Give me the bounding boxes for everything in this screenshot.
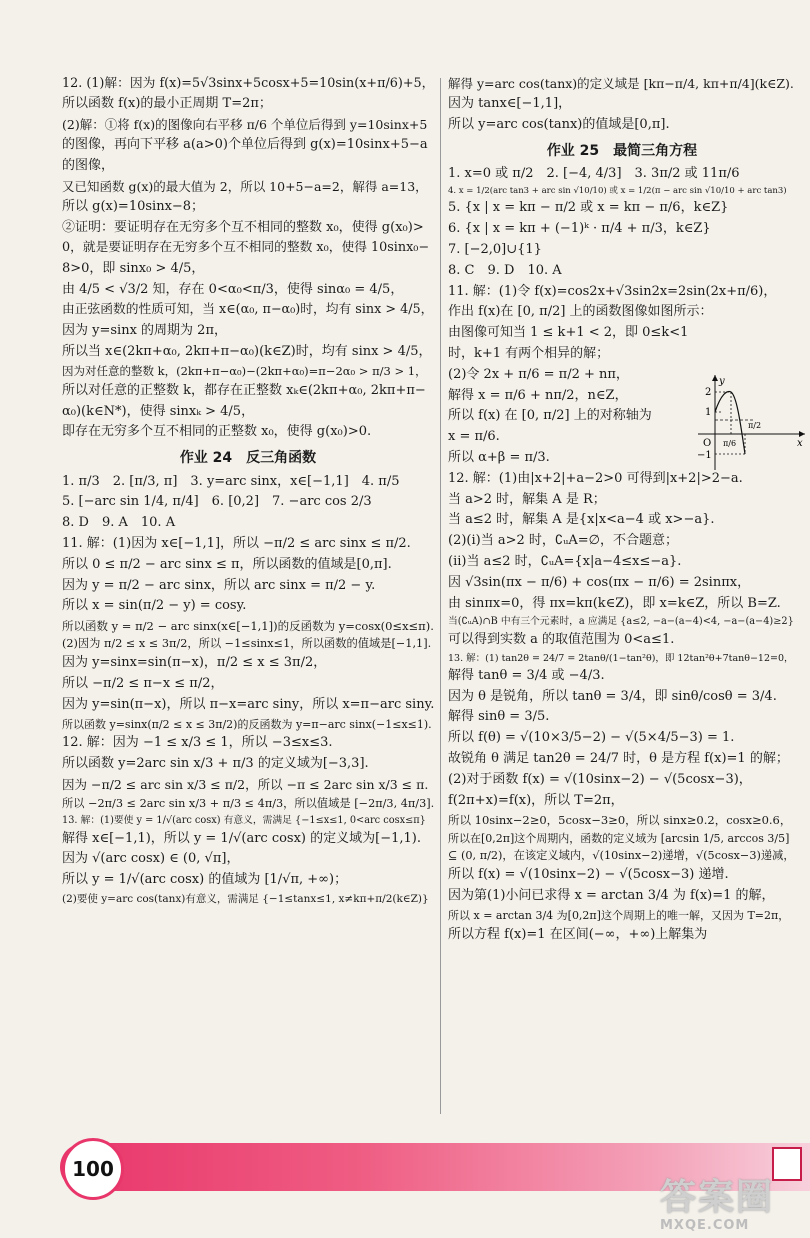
sine-graph-figure <box>693 372 808 472</box>
text-line: 13. 解：(1)要使 y = 1/√(arc cosx) 有意义，需满足 {−1≤x≤1, 0<arc cosx≤π} <box>62 815 426 827</box>
text-line: (2)对于函数 f(x) = √(10sinx−2) − √(5cosx−3)， <box>448 771 752 787</box>
section-heading: 作业 25 最简三角方程 <box>546 142 698 159</box>
text-line: 的图像，再向下平移 a(a>0)个单位后得到 g(x)=10sinx+5−a <box>62 137 428 153</box>
text-line: 12. 解：因为 −1 ≤ x/3 ≤ 1，所以 −3≤x≤3. <box>62 735 333 751</box>
text-line: 8. C 9. D 10. A <box>448 262 562 278</box>
text-line: 即存在无穷多个互不相同的正整数 x₀，使得 g(x₀)>0. <box>62 424 372 440</box>
section-heading: 作业 24 反三角函数 <box>179 450 317 467</box>
text-line: 由 4/5 < √3/2 知，存在 0<α₀<π/3，使得 sinα₀ = 4/5， <box>62 281 404 297</box>
column-divider <box>440 78 441 1114</box>
text-line: 因为 y=sinx 的周期为 2π， <box>62 322 227 338</box>
text-line: 解得 sinθ = 3/5. <box>448 709 550 725</box>
corner-decoration <box>772 1147 802 1181</box>
text-line: 5. [−arc sin 1/4, π/4] 6. [0,2] 7. −arc cos 2/3 <box>62 494 372 510</box>
text-line: ⊆ (0, π/2)，在该定义域内，√(10sinx−2)递增，√(5cosx−3)递减， <box>448 849 795 863</box>
text-line: 8>0，即 sinx₀ > 4/5， <box>62 260 205 276</box>
text-line: 1. π/3 2. [π/3, π] 3. y=arc sinx，x∈[−1,1] 4. π/5 <box>62 473 400 489</box>
text-line: 解得 tanθ = 3/4 或 −4/3. <box>448 667 605 683</box>
text-line: x = π/6. <box>448 429 500 445</box>
text-line: 11. 解：(1)因为 x∈[−1,1]，所以 −π/2 ≤ arc sinx ≤ π/2. <box>62 535 411 551</box>
text-line: 所以 y=arc cos(tanx)的值域是[0,π]. <box>448 116 670 132</box>
text-line: 11. 解：(1)令 f(x)=cos2x+√3sin2x=2sin(2x+π/6)， <box>448 283 777 299</box>
text-line: 1. x=0 或 π/2 2. [−4, 4/3] 3. 3π/2 或 11π/6 <box>448 165 740 181</box>
text-line: 作出 f(x)在 [0, π/2] 上的函数图像如图所示： <box>448 304 713 320</box>
text-line: 所以 f(θ) = √(10×3/5−2) − √(5×4/5−3) = 1. <box>448 730 735 746</box>
text-line: 7. [−2,0]∪{1} <box>448 241 542 257</box>
text-line: 所以 10sinx−2≥0，5cosx−3≥0，所以 sinx≥0.2，cosx≥0.6， <box>448 813 792 828</box>
text-line: 由 sinπx=0，得 πx=kπ(k∈Z)，即 x=k∈Z，所以 B=Z. <box>448 595 781 611</box>
text-line: 所以方程 f(x)=1 在区间(−∞，+∞)上解集为 <box>448 926 708 942</box>
text-line: (2)令 2x + π/6 = π/2 + nπ， <box>448 366 629 382</box>
text-line: 所以函数 y=sinx(π/2 ≤ x ≤ 3π/2)的反函数为 y=π−arc sinx(−1≤x≤1). <box>62 717 432 731</box>
text-line: 因为第(1)小问已求得 x = arctan 3/4 为 f(x)=1 的解， <box>448 888 775 904</box>
text-line: 因为 tanx∈[−1,1]， <box>448 96 572 111</box>
text-line: 8. D 9. A 10. A <box>62 515 176 531</box>
text-line: 所以 x = sin(π/2 − y) = cosy. <box>62 598 247 614</box>
text-line: 13. 解：(1) tan2θ = 24/7 = 2tanθ/(1−tan²θ)，即 12tan²θ+7tanθ−12=0， <box>448 652 794 664</box>
text-line: 由正弦函数的性质可知，当 x∈(α₀, π−α₀)时，均有 sinx > 4/5， <box>62 302 434 318</box>
text-line: 解得 x = π/6 + nπ/2，n∈Z， <box>448 387 628 403</box>
watermark-main: 答案圈 <box>660 1177 775 1218</box>
text-line: 因为 θ 是锐角，所以 tanθ = 3/4，即 sinθ/cosθ = 3/4. <box>448 688 777 704</box>
text-line: 因为 y=sinx=sin(π−x)，π/2 ≤ x ≤ 3π/2， <box>62 655 327 671</box>
text-line: 的图像， <box>62 157 115 173</box>
text-line: 所以 x = arctan 3/4 为[0,2π]这个周期上的唯一解，又因为 T=2π， <box>448 909 790 923</box>
text-line: 所以 −2π/3 ≤ 2arc sin x/3 + π/3 ≤ 4π/3，所以值域是 [−2π/3, 4π/3]. <box>62 797 434 811</box>
right-column <box>448 74 796 945</box>
text-line: (2)(i)当 a>2 时，∁ᵤA=∅，不合题意； <box>448 533 678 549</box>
text-line: 因 √3sin(πx − π/6) + cos(πx − π/6) = 2sinπx， <box>448 574 751 590</box>
watermark <box>660 1178 810 1238</box>
text-line: (ii)当 a≤2 时，∁ᵤA={x|a−4≤x≤−a}. <box>448 553 682 569</box>
text-line: 因为 √(arc cosx) ∈ (0, √π]， <box>62 851 240 867</box>
fig-tick-pi6: π/6 <box>723 439 737 448</box>
text-line: 当(∁ᵤA)∩B 中有三个元素时，a 应满足 {a≤2, −a−(a−4)<4, −a−(a−4)≥2} <box>448 616 794 628</box>
left-column <box>62 74 434 908</box>
text-line: (2)要使 y=arc cos(tanx)有意义，需满足 {−1≤tanx≤1, x≠kπ+π/2(k∈Z)} <box>62 893 429 906</box>
text-line: 所以 0 ≤ π/2 − arc sinx ≤ π，所以函数的值域是[0,π]. <box>62 556 392 572</box>
text-line: (2)因为 π/2 ≤ x ≤ 3π/2，所以 −1≤sinx≤1，所以函数的值域是[−1,1]. <box>62 637 432 651</box>
text-line: 因为 y = π/2 − arc sinx，所以 arc sinx = π/2 − y. <box>62 577 376 593</box>
watermark-url: MXQE.COM <box>660 1218 750 1233</box>
text-line: 所以在[0,2π]这个周期内，函数的定义域为 [arcsin 1/5, arccos 3/5] <box>448 831 790 845</box>
text-line: 因为对任意的整数 k，(2kπ+π−α₀)−(2kπ+α₀)=π−2α₀ > π/3 > 1， <box>62 364 427 379</box>
text-line: 所以 g(x)=10sinx−8； <box>62 198 205 214</box>
page-number: 100 <box>62 1138 124 1200</box>
text-line: f(2π+x)=f(x)，所以 T=2π， <box>448 792 624 808</box>
text-line: 所以 f(x) 在 [0, π/2] 上的对称轴为 <box>448 408 652 424</box>
text-line: 12. 解：(1)由|x+2|+a−2>0 可得到|x+2|>2−a. <box>448 470 743 486</box>
text-line: ②证明：要证明存在无穷多个互不相同的整数 x₀，使得 g(x₀)> <box>62 219 424 235</box>
text-line: 4. x = 1/2(arc tan3 + arc sin √10/10) 或 x = 1/2(π − arc sin √10/10 + arc tan3) <box>448 185 787 196</box>
text-line: 所以函数 y = π/2 − arc sinx(x∈[−1,1])的反函数为 y=cosx(0≤x≤π). <box>62 619 434 634</box>
text-line: 所以 y = 1/√(arc cosx) 的值域为 [1/√π, +∞)； <box>62 872 348 888</box>
fig-tick-1: 1 <box>705 407 712 418</box>
fig-x-label: x <box>797 438 803 449</box>
text-line: 所以函数 y=2arc sin x/3 + π/3 的定义域为[−3,3]. <box>62 756 369 772</box>
text-line: α₀)(k∈N*)，使得 sinxₖ > 4/5， <box>62 403 255 419</box>
text-line: 故锐角 θ 满足 tan2θ = 24/7 时，θ 是方程 f(x)=1 的解； <box>448 751 789 767</box>
fig-y-label: y <box>719 376 725 387</box>
fig-tick-pi2: π/2 <box>748 421 762 430</box>
text-line: 解得 x∈[−1,1)，所以 y = 1/√(arc cosx) 的定义域为[−1,1). <box>62 830 421 846</box>
text-line: 可以得到实数 a 的取值范围为 0<a≤1. <box>448 631 675 647</box>
text-line: 6. {x | x = kπ + (−1)ᵏ · π/4 + π/3，k∈Z} <box>448 221 711 237</box>
text-line: 所以 α+β = π/3. <box>448 449 550 465</box>
text-line: 当 a≤2 时，解集 A 是{x|x<a−4 或 x>−a}. <box>448 512 715 528</box>
fig-tick-neg1: −1 <box>697 450 712 461</box>
text-line: 又已知函数 g(x)的最大值为 2，所以 10+5−a=2，解得 a=13， <box>62 178 428 194</box>
text-line: 所以对任意的正整数 k，都存在正整数 xₖ∈(2kπ+α₀, 2kπ+π− <box>62 382 426 398</box>
text-line: 12. (1)解：因为 f(x)=5√3sinx+5cosx+5=10sin(x+π/6)+5， <box>62 76 434 91</box>
text-line: 5. {x | x = kπ − π/2 或 x = kπ − π/6，k∈Z} <box>448 200 729 216</box>
text-line: 当 a>2 时，解集 A 是 R； <box>448 491 606 507</box>
text-line: 因为 y=sin(π−x)，所以 π−x=arc siny，所以 x=π−arc siny. <box>62 697 434 713</box>
text-line: 所以 −π/2 ≤ π−x ≤ π/2， <box>62 676 224 692</box>
fig-tick-2: 2 <box>705 387 712 398</box>
text-line: 所以 f(x) = √(10sinx−2) − √(5cosx−3) 递增. <box>448 867 729 883</box>
text-line: 由图像可知当 1 ≤ k+1 < 2，即 0≤k<1 <box>448 325 689 341</box>
text-line: 所以函数 f(x)的最小正周期 T=2π； <box>62 96 272 112</box>
text-line: 解得 y=arc cos(tanx)的定义域是 [kπ−π/4, kπ+π/4](k∈Z). <box>448 76 794 91</box>
text-line: 时，k+1 有两个相异的解； <box>448 345 610 361</box>
text-line: (2)解：①将 f(x)的图像向右平移 π/6 个单位后得到 y=10sinx+5 <box>62 117 428 133</box>
text-line: 因为 −π/2 ≤ arc sin x/3 ≤ π/2，所以 −π ≤ 2arc sin x/3 ≤ π. <box>62 777 429 793</box>
fig-origin-label: O <box>703 438 712 449</box>
text-line: 0，就是要证明存在无穷多个互不相同的整数 x₀，使得 10sinx₀− <box>62 240 430 256</box>
text-line: 所以当 x∈(2kπ+α₀, 2kπ+π−α₀)(k∈Z)时，均有 sinx > 4/5， <box>62 343 432 359</box>
